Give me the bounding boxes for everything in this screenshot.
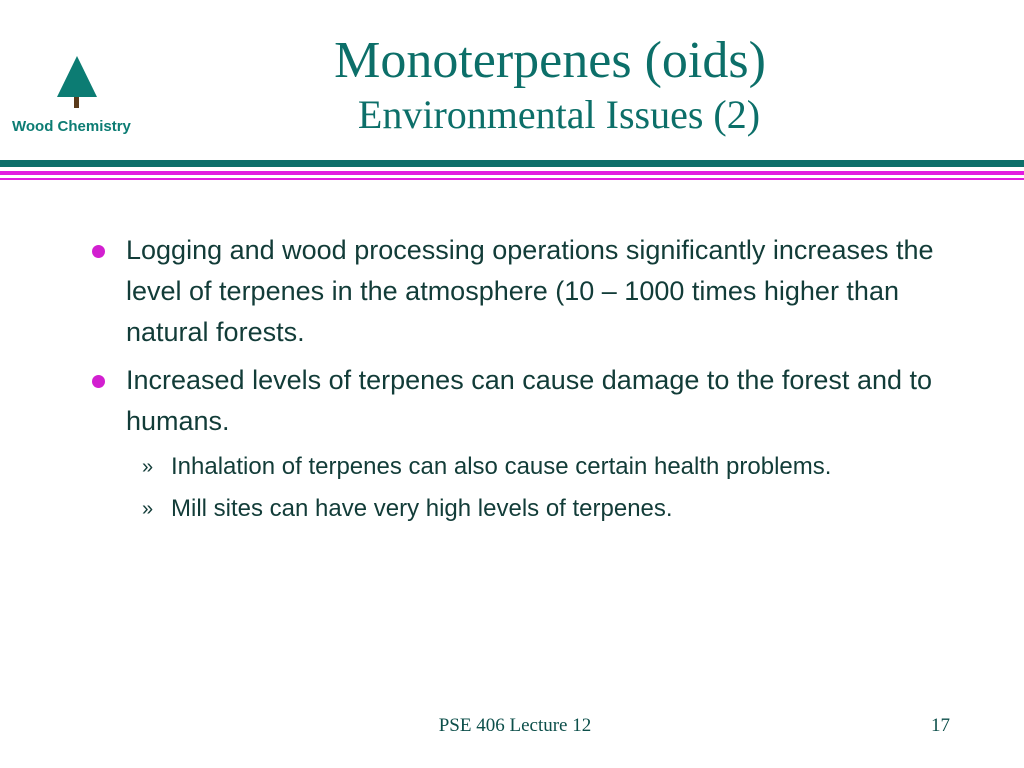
sub-bullet-marker: » xyxy=(142,498,154,520)
divider-magenta-thin xyxy=(0,178,1024,180)
title-block xyxy=(170,30,930,138)
pine-tree-icon xyxy=(56,55,98,108)
sub-bullet-text: Mill sites can have very high levels of terpenes. xyxy=(171,495,673,522)
bullet-item xyxy=(90,360,950,442)
sub-bullet-item xyxy=(90,491,950,527)
bullet-list xyxy=(90,230,950,533)
divider-teal xyxy=(0,160,1024,167)
page-number: 17 xyxy=(931,715,950,736)
footer-course: PSE 406 Lecture 12 xyxy=(438,715,592,736)
logo xyxy=(0,50,170,145)
page-title: Monoterpenes (oids) xyxy=(334,32,766,89)
logo-label: Wood Chemistry xyxy=(12,118,131,135)
bullet-dot-icon xyxy=(92,375,105,388)
bullet-text: Increased levels of terpenes can cause damage to the forest and to humans. xyxy=(126,365,933,436)
sub-bullet-marker: » xyxy=(142,456,154,478)
bullet-item xyxy=(90,230,950,353)
sub-bullet-item xyxy=(90,449,950,485)
sub-bullet-text: Inhalation of terpenes can also cause certain health problems. xyxy=(171,453,832,480)
bullet-text: Logging and wood processing operations significantly increases the level of terpenes in the atmosphere (10 – 1000 times higher than natural forests. xyxy=(126,235,934,347)
page-subtitle: Environmental Issues (2) xyxy=(357,92,761,137)
divider-magenta-thick xyxy=(0,171,1024,175)
bullet-dot-icon xyxy=(92,245,105,258)
